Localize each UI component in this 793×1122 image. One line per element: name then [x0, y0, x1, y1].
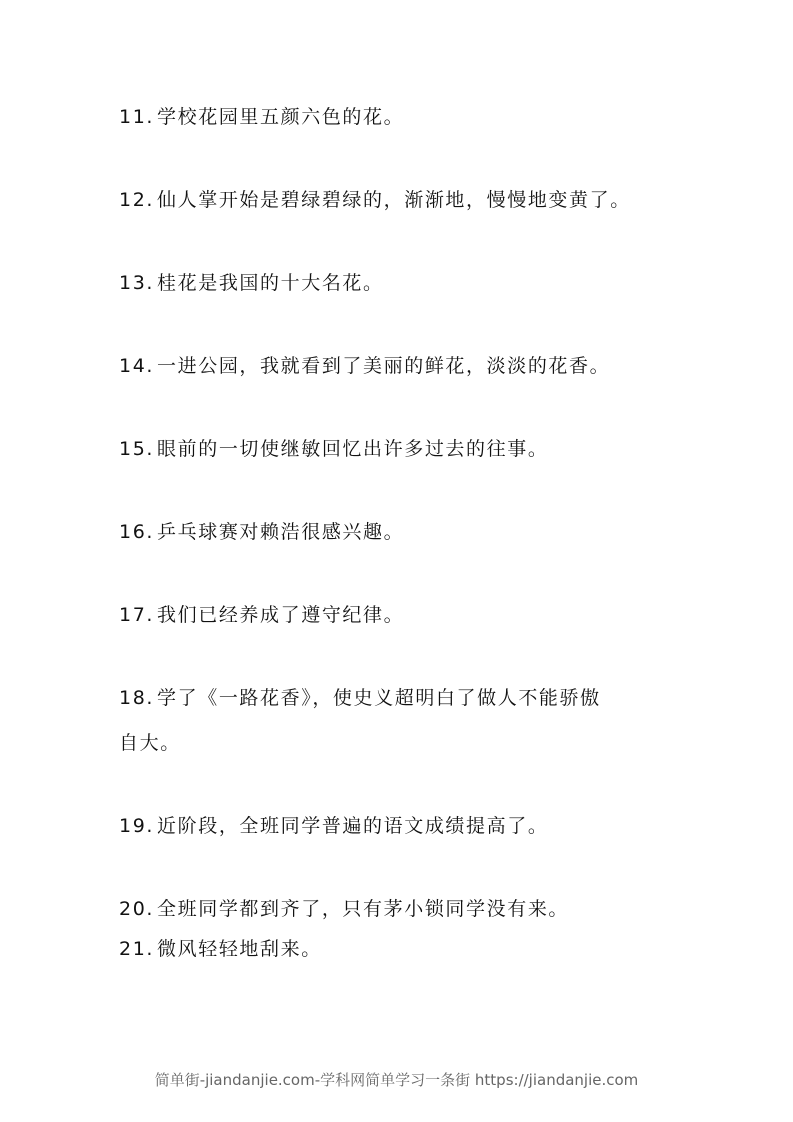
sentence-number: 16. [119, 521, 155, 543]
sentence-number: 11. [119, 106, 155, 128]
page-footer: 简单街-jiandanjie.com-学科网简单学习一条街 https://jiandanjie.com [154, 1071, 639, 1089]
sentence-20 [119, 896, 719, 922]
sentence-text: 学了《一路花香》，使史义超明白了做人不能骄傲 [157, 687, 601, 709]
sentence-21 [119, 936, 719, 962]
sentence-number: 17. [119, 604, 155, 626]
sentence-number: 15. [119, 438, 155, 460]
sentence-text: 眼前的一切使继敏回忆出许多过去的往事。 [157, 438, 549, 460]
sentence-text: 近阶段，全班同学普遍的语文成绩提高了。 [157, 815, 549, 837]
sentence-17 [119, 602, 719, 628]
sentence-19 [119, 813, 719, 839]
sentence-11 [119, 104, 719, 130]
sentence-18-continuation [119, 730, 719, 756]
sentence-number: 21. [119, 938, 155, 960]
sentence-text: 桂花是我国的十大名花。 [157, 272, 384, 294]
sentence-number: 12. [119, 189, 155, 211]
sentence-16 [119, 519, 719, 545]
sentence-13 [119, 270, 719, 296]
sentence-text: 微风轻轻地刮来。 [157, 938, 322, 960]
sentence-12 [119, 187, 719, 213]
sentence-number: 14. [119, 355, 155, 377]
sentence-text: 自大。 [119, 732, 181, 754]
sentence-text: 全班同学都到齐了，只有茅小锁同学没有来。 [157, 898, 570, 920]
sentence-text: 一进公园，我就看到了美丽的鲜花，淡淡的花香。 [157, 355, 611, 377]
sentence-text: 学校花园里五颜六色的花。 [157, 106, 405, 128]
sentence-number: 18. [119, 687, 155, 709]
sentence-text: 乒乓球赛对赖浩很感兴趣。 [157, 521, 405, 543]
sentence-18 [119, 685, 719, 711]
sentence-text: 我们已经养成了遵守纪律。 [157, 604, 405, 626]
sentence-number: 20. [119, 898, 155, 920]
sentence-14 [119, 353, 719, 379]
sentence-15 [119, 436, 719, 462]
sentence-number: 19. [119, 815, 155, 837]
sentence-number: 13. [119, 272, 155, 294]
sentence-text: 仙人掌开始是碧绿碧绿的，渐渐地，慢慢地变黄了。 [157, 189, 631, 211]
